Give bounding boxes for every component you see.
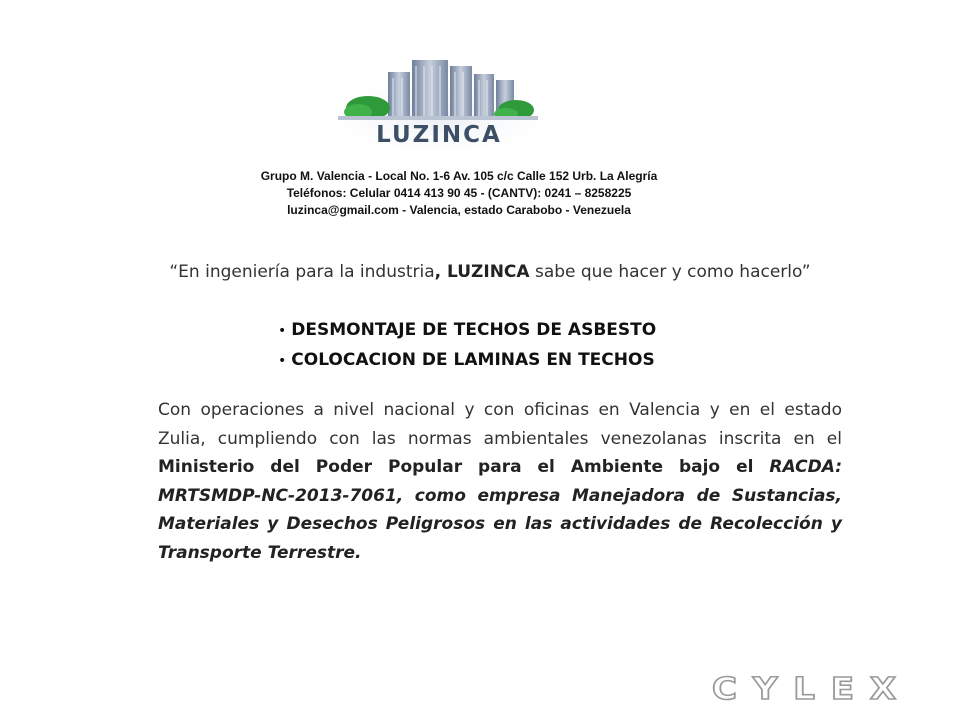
contact-block — [200, 168, 718, 219]
services-list — [278, 316, 656, 376]
slogan-brand: LUZINCA — [441, 262, 530, 282]
body-paragraph — [158, 396, 842, 567]
slogan-open: “En ingeniería para la industria — [169, 262, 435, 282]
cylex-logo-icon — [710, 666, 948, 712]
body-part-3: RACDA: MRTSMDP-NC-2013-7061, como empresa Manejadora de Sustancias, Materiales y Desechos Peligrosos en las actividades de Recolección y Transporte Terrestre. — [158, 457, 842, 563]
slogan — [60, 262, 920, 282]
slogan-comma: , — [434, 262, 442, 282]
body-part-2: Ministerio del Poder Popular para el Ambiente bajo el — [158, 457, 754, 477]
cylex-text: CYLEX — [712, 672, 912, 707]
contact-address: Grupo M. Valencia - Local No. 1-6 Av. 105 c/c Calle 152 Urb. La Alegría — [260, 169, 658, 183]
luzinca-logo — [328, 52, 550, 152]
service-item: • DESMONTAJE DE TECHOS DE ASBESTO — [278, 316, 656, 346]
logo-text: LUZINCA — [376, 122, 502, 148]
building-logo-icon — [328, 52, 550, 152]
body-part-1: Con operaciones a nivel nacional y con oficinas en Valencia y en el estado Zulia, cumpliendo con las normas ambientales venezolanas inscrita en el — [158, 400, 842, 449]
slogan-close: sabe que hacer y como hacerlo” — [529, 262, 811, 282]
contact-email-location: luzinca@gmail.com - Valencia, estado Carabobo - Venezuela — [287, 203, 631, 217]
service-item: • COLOCACION DE LAMINAS EN TECHOS — [278, 346, 656, 376]
cylex-watermark — [710, 666, 948, 712]
contact-phones: Teléfonos: Celular 0414 413 90 45 - (CANTV): 0241 – 8258225 — [286, 186, 632, 200]
